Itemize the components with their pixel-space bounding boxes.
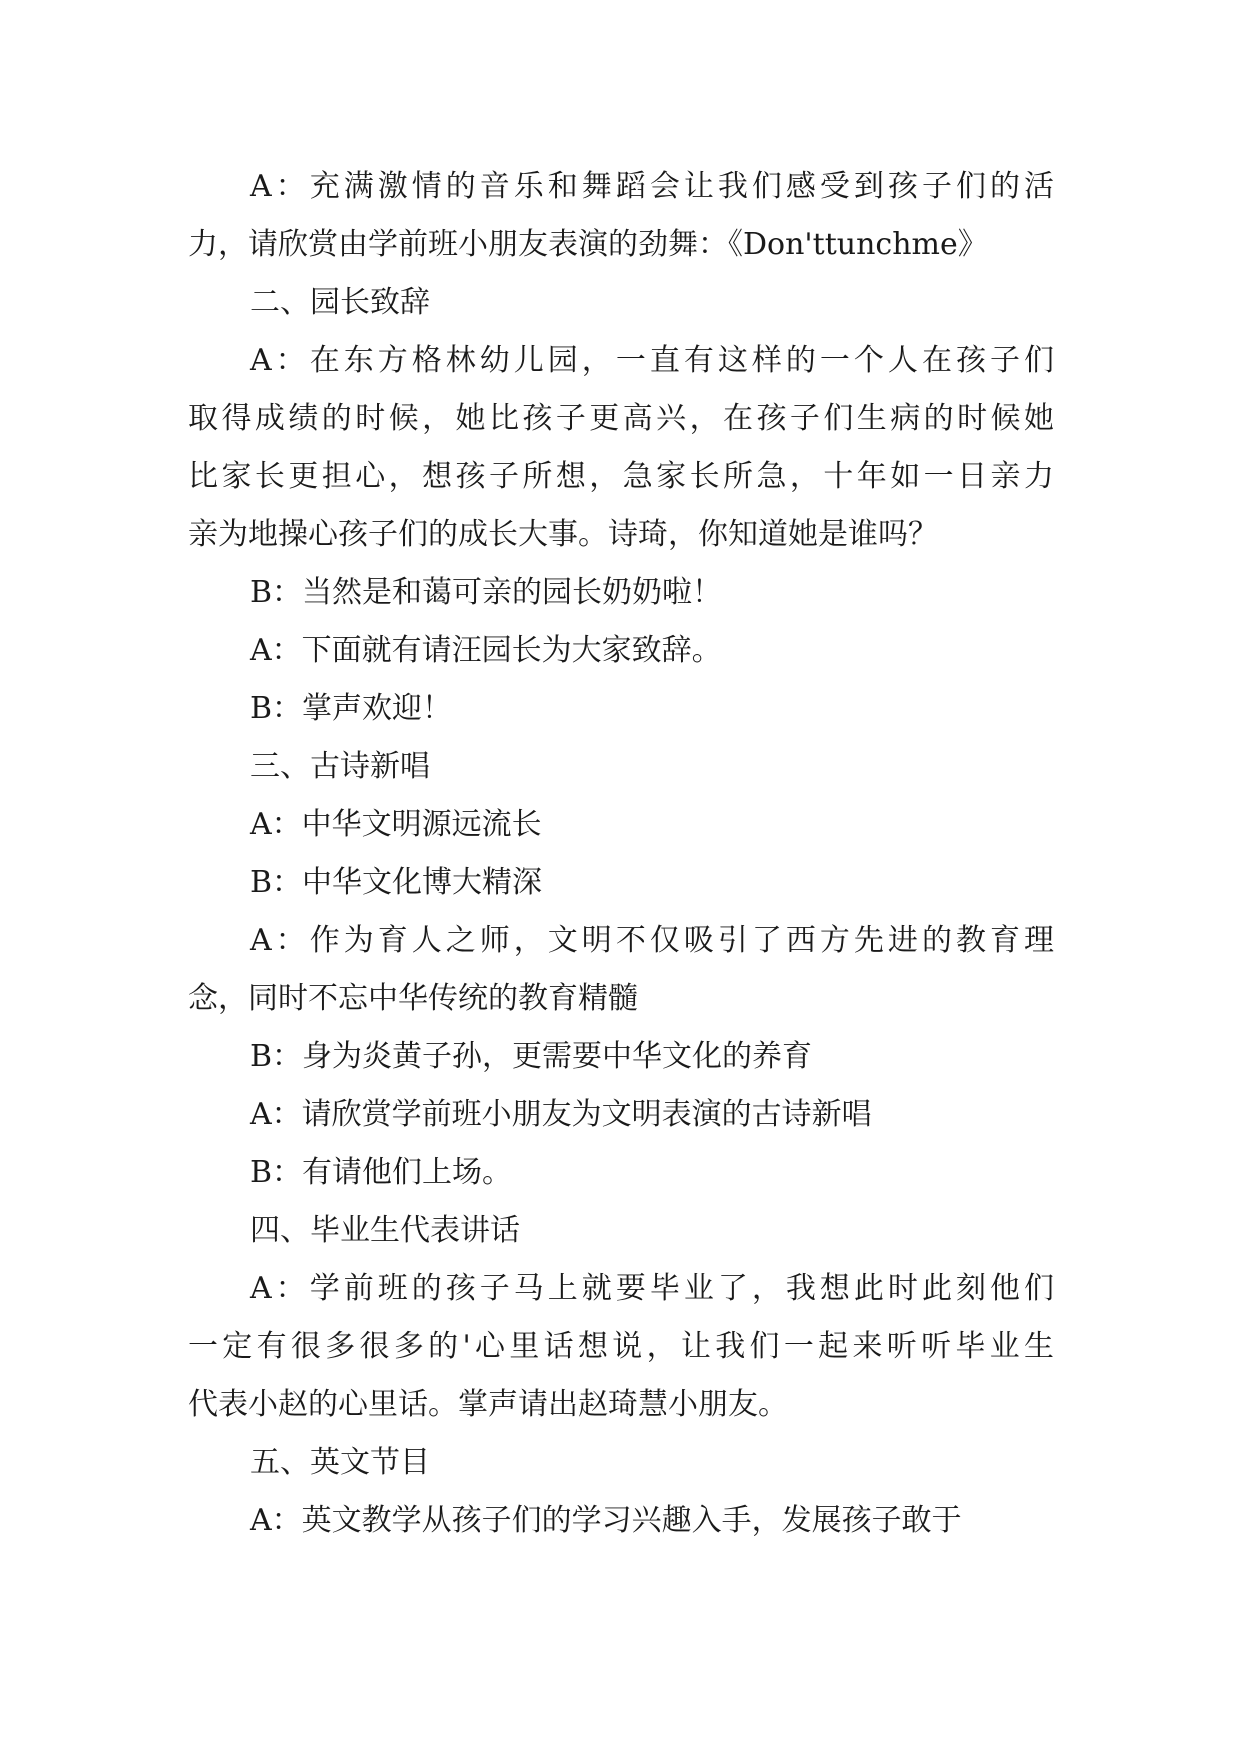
paragraph-line: 力，请欣赏由学前班小朋友表演的劲舞：《Don'ttunchme》: [188, 227, 988, 262]
paragraph: [188, 332, 1054, 564]
paragraph: [188, 1086, 1054, 1144]
paragraph-line: 五、英文节目: [250, 1445, 430, 1480]
paragraph: [188, 1028, 1054, 1086]
paragraph-line: 比家长更担心，想孩子所想，急家长所急，十年如一日亲力: [188, 459, 1054, 494]
paragraph: [188, 680, 1054, 738]
paragraph-line: A：在东方格林幼儿园，一直有这样的一个人在孩子们: [250, 343, 1054, 378]
paragraph: [188, 796, 1054, 854]
paragraph-line: 亲为地操心孩子们的成长大事。诗琦，你知道她是谁吗？: [188, 517, 938, 552]
paragraph-line: 一定有很多很多的'心里话想说，让我们一起来听听毕业生: [188, 1329, 1054, 1364]
paragraph: [188, 1260, 1054, 1434]
paragraph: [188, 1492, 1054, 1550]
document-body: [188, 158, 1054, 1550]
paragraph: [188, 912, 1054, 1028]
paragraph: [188, 854, 1054, 912]
paragraph-line: 二、园长致辞: [250, 285, 430, 320]
paragraph: [188, 158, 1054, 274]
paragraph: [188, 1144, 1054, 1202]
paragraph-line: B：掌声欢迎！: [250, 691, 453, 726]
paragraph-line: A：学前班的孩子马上就要毕业了，我想此时此刻他们: [250, 1271, 1054, 1306]
paragraph-line: B：当然是和蔼可亲的园长奶奶啦！: [250, 575, 723, 610]
paragraph: [188, 274, 1054, 332]
paragraph-line: A：中华文明源远流长: [250, 807, 542, 842]
paragraph-line: 取得成绩的时候，她比孩子更高兴，在孩子们生病的时候她: [188, 401, 1054, 436]
paragraph-line: 四、毕业生代表讲话: [250, 1213, 520, 1248]
paragraph-line: A：下面就有请汪园长为大家致辞。: [250, 633, 722, 668]
paragraph: [188, 622, 1054, 680]
paragraph-line: B：中华文化博大精深: [250, 865, 543, 900]
paragraph-line: A：充满激情的音乐和舞蹈会让我们感受到孩子们的活: [250, 169, 1054, 204]
paragraph: [188, 1434, 1054, 1492]
paragraph-line: 代表小赵的心里话。掌声请出赵琦慧小朋友。: [188, 1387, 788, 1422]
paragraph: [188, 1202, 1054, 1260]
paragraph-line: 三、古诗新唱: [250, 749, 430, 784]
paragraph: [188, 738, 1054, 796]
paragraph-line: 念，同时不忘中华传统的教育精髓: [188, 981, 638, 1016]
paragraph-line: A：作为育人之师，文明不仅吸引了西方先进的教育理: [250, 923, 1054, 958]
paragraph-line: B：身为炎黄子孙，更需要中华文化的养育: [250, 1039, 813, 1074]
paragraph-line: A：英文教学从孩子们的学习兴趣入手，发展孩子敢于: [250, 1503, 962, 1538]
paragraph-line: B：有请他们上场。: [250, 1155, 513, 1190]
paragraph-line: A：请欣赏学前班小朋友为文明表演的古诗新唱: [250, 1097, 872, 1132]
paragraph: [188, 564, 1054, 622]
document-page: [188, 158, 1054, 1550]
